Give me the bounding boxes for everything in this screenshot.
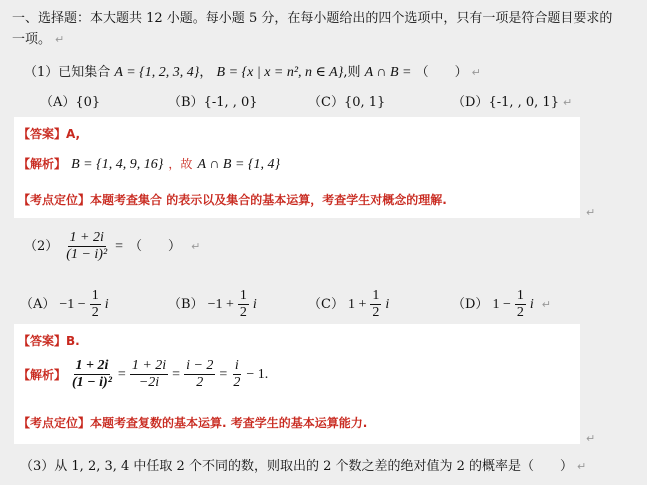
fraction-denominator: 2 (91, 305, 99, 320)
paragraph-mark-icon: ↵ (586, 432, 596, 445)
answer-blank: （ ） (415, 65, 468, 80)
option-value: {-1, , 0} (203, 95, 258, 110)
analysis-result: A ∩ B = {1, 4} (197, 157, 281, 172)
option-prefix: 1 + (347, 296, 367, 312)
paragraph-mark-icon: ↵ (55, 33, 65, 46)
fraction-numerator: i − 2 (186, 358, 214, 373)
paragraph-mark-icon: ↵ (586, 206, 596, 219)
q2-option-d (452, 288, 551, 321)
paragraph-mark-icon: ↵ (577, 460, 587, 473)
fraction-numerator: 1 + 2i (69, 230, 104, 245)
fraction-denominator: (1 − i)² (66, 247, 108, 262)
question-1-stem (24, 64, 481, 82)
fraction-denominator: 2 (196, 375, 204, 390)
option-label: （A） (40, 95, 76, 110)
paragraph-mark-icon: ↵ (471, 66, 481, 79)
answer-value: A, (66, 127, 81, 141)
point-tag: 【考点定位】 (18, 416, 91, 430)
fraction-denominator: 2 (516, 305, 524, 320)
q2-point-line (18, 412, 367, 431)
option-value: {-1, , 0, 1} (488, 95, 559, 110)
fraction-numerator: 1 (91, 288, 99, 303)
q2-answer-box (14, 324, 580, 444)
q1-option-d (452, 94, 572, 112)
step-4-fraction (231, 358, 242, 391)
analysis-math: B = {1, 4, 9, 16} (71, 157, 164, 172)
q1-analysis-line (18, 153, 280, 173)
answer-tag: 【答案】 (18, 127, 67, 141)
option-suffix: i (104, 296, 109, 312)
option-suffix: i (529, 296, 534, 312)
fraction-denominator: −2i (138, 375, 160, 390)
fraction-numerator: 1 + 2i (75, 358, 109, 373)
option-label: （B） (168, 95, 204, 110)
fraction-numerator: 1 (239, 288, 247, 303)
analysis-tail: − 1. (246, 366, 269, 382)
option-suffix: i (252, 296, 257, 312)
q2-option-b (168, 288, 257, 321)
question-3-stem (20, 458, 586, 476)
analysis-text: ，故 (168, 157, 193, 171)
option-value: {0, 1} (343, 95, 386, 110)
question-1-number: （1）已知集合 (24, 65, 111, 80)
option-label: （B） (168, 296, 204, 312)
q1-option-a (40, 94, 100, 112)
answer-value: B. (66, 334, 80, 348)
set-b: B = {x | x = n², n ∈ A} (216, 65, 344, 80)
fraction-numerator: i (234, 358, 239, 373)
fraction-numerator: 1 (516, 288, 524, 303)
q2-analysis-line: 【解析】 $\frac{1 + 2i}{\text{(1 − i)²}}$ = $\frac{1 + 2i}{-2i}$ = $\frac{i - 2}{2}$ = $\frac{i}{2}$ − 1. (18, 358, 269, 390)
answer-tag: 【答案】 (18, 334, 67, 348)
option-prefix: 1 − (492, 296, 511, 312)
section-header-line2 (12, 31, 64, 49)
paragraph-mark-icon: ↵ (562, 96, 573, 109)
option-label: （D） (452, 95, 489, 110)
analysis-tag: 【解析】 (18, 368, 67, 382)
option-value: {0} (75, 95, 101, 110)
section-header-text: 一项。 (12, 32, 52, 47)
set-a: A = {1, 2, 3, 4} (114, 65, 200, 80)
fraction-numerator: 1 (372, 288, 380, 303)
point-text: 本题考查集合 的表示以及集合的基本运算，考查学生对概念的理解. (90, 193, 447, 207)
q2-fraction (64, 230, 109, 263)
q1-answer-box (14, 117, 580, 218)
intersection-expr: A ∩ B = (364, 65, 412, 80)
fraction-denominator: 2 (233, 375, 241, 390)
step-1-fraction (70, 358, 114, 391)
point-text: 本题考查复数的基本运算. 考查学生的基本运算能力. (90, 416, 368, 430)
then-text: ,则 (343, 65, 361, 80)
fraction-denominator: (1 − i)² (72, 375, 112, 390)
option-label: （A） (20, 296, 56, 312)
point-tag: 【考点定位】 (18, 193, 91, 207)
paragraph-mark-icon: ↵ (541, 297, 551, 311)
option-prefix: −1 + (207, 296, 234, 312)
answer-blank: （ ） (129, 238, 182, 254)
option-prefix: −1 − (59, 296, 86, 312)
option-label: （D） (452, 296, 489, 312)
option-suffix: i (385, 296, 390, 312)
q1-point-line (18, 189, 447, 208)
option-label: （C） (308, 296, 344, 312)
step-3-fraction (184, 358, 215, 391)
q1-option-c (308, 94, 385, 112)
fraction-denominator: 2 (239, 305, 247, 320)
q1-option-b (168, 94, 258, 112)
option-label: （C） (308, 95, 344, 110)
fraction-denominator: 2 (372, 305, 380, 320)
q2-option-c (308, 288, 389, 321)
q2-answer-line (18, 330, 80, 349)
fraction-numerator: 1 + 2i (131, 358, 167, 373)
analysis-tag: 【解析】 (18, 157, 67, 171)
question-2-stem (24, 230, 200, 263)
question-2-number: （2） (24, 238, 59, 254)
section-header-line1: 一、选择题：本大题共 12 小题。每小题 5 分，在每小题给出的四个选项中，只有一项是符合题目要求的 (12, 11, 613, 26)
q2-option-a (20, 288, 109, 321)
equals-sign: = (115, 238, 124, 254)
comma: ， (199, 65, 213, 80)
question-3-text: （3）从 1, 2, 3, 4 中任取 2 个不同的数，则取出的 2 个数之差的绝对值为 2 的概率是（ ） (20, 459, 574, 474)
step-2-fraction (130, 358, 168, 391)
paragraph-mark-icon: ↵ (191, 239, 201, 253)
q1-answer-line (18, 123, 80, 142)
